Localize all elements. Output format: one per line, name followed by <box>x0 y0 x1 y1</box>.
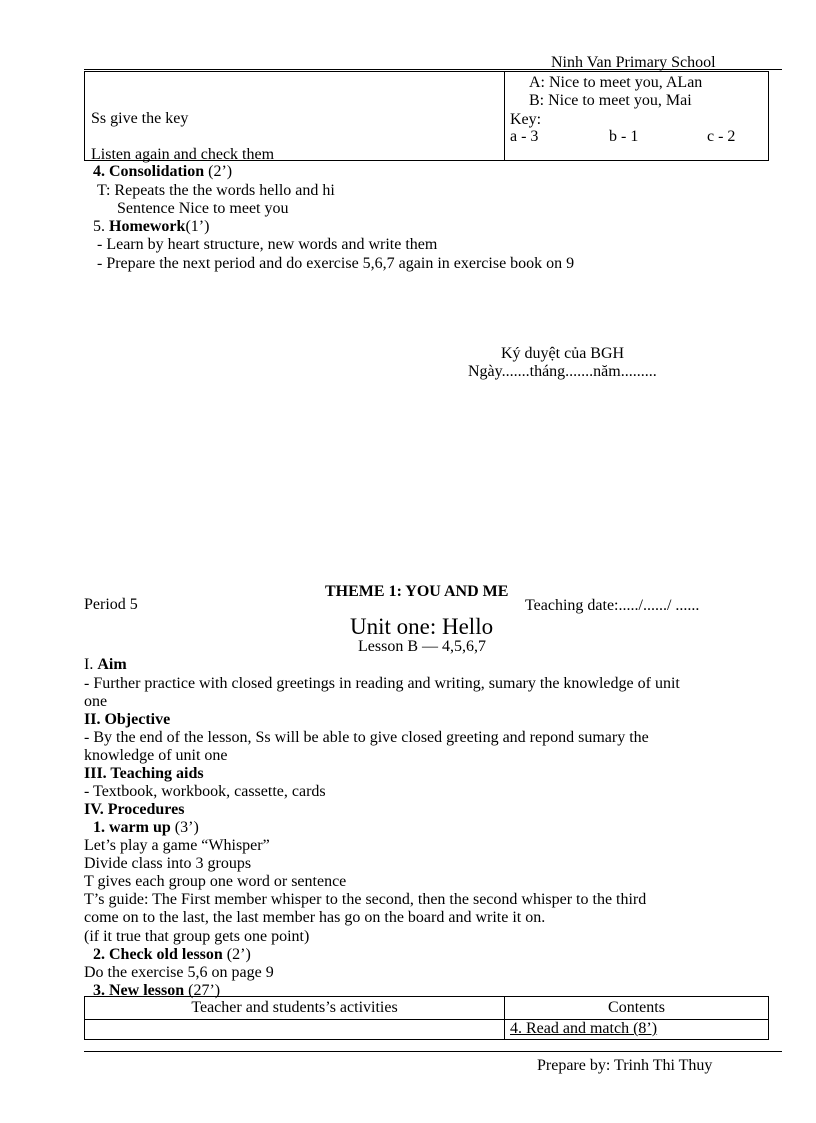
col-header-contents: Contents <box>505 997 769 1020</box>
warmup-line: T gives each group one word or sentence <box>84 873 347 890</box>
top-table-right-cell <box>505 72 769 161</box>
row1-left-cell <box>85 1020 505 1040</box>
aim-line-1: - Further practice with closed greetings in reading and writing, sumary the knowledge of unit <box>84 675 680 692</box>
objective-line-2: knowledge of unit one <box>84 747 228 764</box>
homework-line-1: - Learn by heart structure, new words and write them <box>97 236 438 253</box>
warmup-time: (3’) <box>170 819 199 836</box>
aim-heading-line <box>84 656 127 674</box>
aim-line-2: one <box>84 693 108 710</box>
consolidation-line-1: T: Repeats the the words hello and hi <box>97 182 335 199</box>
warmup-line: (if it true that group gets one point) <box>84 928 310 945</box>
dialog-line-a: A: Nice to meet you, ALan <box>529 74 703 91</box>
warmup-heading-line <box>93 819 199 837</box>
homework-line-2: - Prepare the next period and do exercise 5,6,7 again in exercise book on 9 <box>97 255 575 272</box>
new-lesson-time: (27’) <box>184 982 221 999</box>
row1-right-cell <box>505 1020 769 1040</box>
warmup-heading: 1. warm up <box>93 819 171 836</box>
warmup-line: Let’s play a game “Whisper” <box>84 837 270 854</box>
warmup-line: Divide class into 3 groups <box>84 855 252 872</box>
aids-line-1: - Textbook, workbook, cassette, cards <box>84 783 326 800</box>
read-and-match-heading: 4. Read and match (8’) <box>510 1020 658 1037</box>
left-line-2: Listen again and check them <box>91 146 275 163</box>
consolidation-line-2: Sentence Nice to meet you <box>117 200 289 217</box>
key-b: b - 1 <box>609 128 639 145</box>
check-heading: 2. Check old lesson <box>93 946 223 963</box>
top-table <box>84 71 769 161</box>
objective-line-1: - By the end of the lesson, Ss will be able to give closed greeting and repond sumary the <box>84 729 649 746</box>
warmup-line: T’s guide: The First member whisper to the second, then the second whisper to the third <box>84 891 647 908</box>
consolidation-heading: 4. Consolidation <box>93 163 205 180</box>
check-time: (2’) <box>222 946 251 963</box>
consolidation-time: (2’) <box>204 163 233 180</box>
check-heading-line <box>93 946 251 964</box>
unit-title: Unit one: Hello <box>350 614 494 639</box>
homework-num: 5. <box>93 218 109 235</box>
col-header-activities: Teacher and students’s activities <box>85 997 505 1020</box>
prepared-by: Prepare by: Trinh Thi Thuy <box>537 1057 713 1074</box>
objective-heading: II. Objective <box>84 711 171 728</box>
aids-heading: III. Teaching aids <box>84 765 204 782</box>
approval-line-2: Ngày.......tháng.......năm......... <box>468 363 657 380</box>
homework-heading-line <box>93 218 209 236</box>
approval-line-1: Ký duyệt của BGH <box>501 345 625 362</box>
period-label: Period 5 <box>84 596 138 613</box>
new-lesson-heading: 3. New lesson <box>93 982 185 999</box>
check-line: Do the exercise 5,6 on page 9 <box>84 964 274 981</box>
homework-heading: Homework <box>109 218 186 235</box>
left-line-1: Ss give the key <box>91 110 189 127</box>
warmup-line: come on to the last, the last member has go on the board and write it on. <box>84 909 546 926</box>
aim-num: I. <box>84 656 98 673</box>
lesson-line: Lesson B — 4,5,6,7 <box>358 638 486 655</box>
aim-heading: Aim <box>97 656 127 673</box>
theme-title: THEME 1: YOU AND ME <box>325 583 509 600</box>
teaching-date: Teaching date:...../....../ ...... <box>525 597 700 614</box>
key-a: a - 3 <box>510 128 539 145</box>
consolidation-heading-line <box>93 163 232 181</box>
dialog-line-b: B: Nice to meet you, Mai <box>529 92 692 109</box>
homework-time: (1’) <box>185 218 210 235</box>
key-c: c - 2 <box>707 128 736 145</box>
footer-rule <box>84 1051 782 1052</box>
top-table-left-cell <box>85 72 505 161</box>
procedures-heading: IV. Procedures <box>84 801 185 818</box>
activities-table <box>84 996 769 1040</box>
key-label: Key: <box>510 111 542 128</box>
header-rule <box>84 69 782 70</box>
school-name: Ninh Van Primary School <box>551 54 716 71</box>
